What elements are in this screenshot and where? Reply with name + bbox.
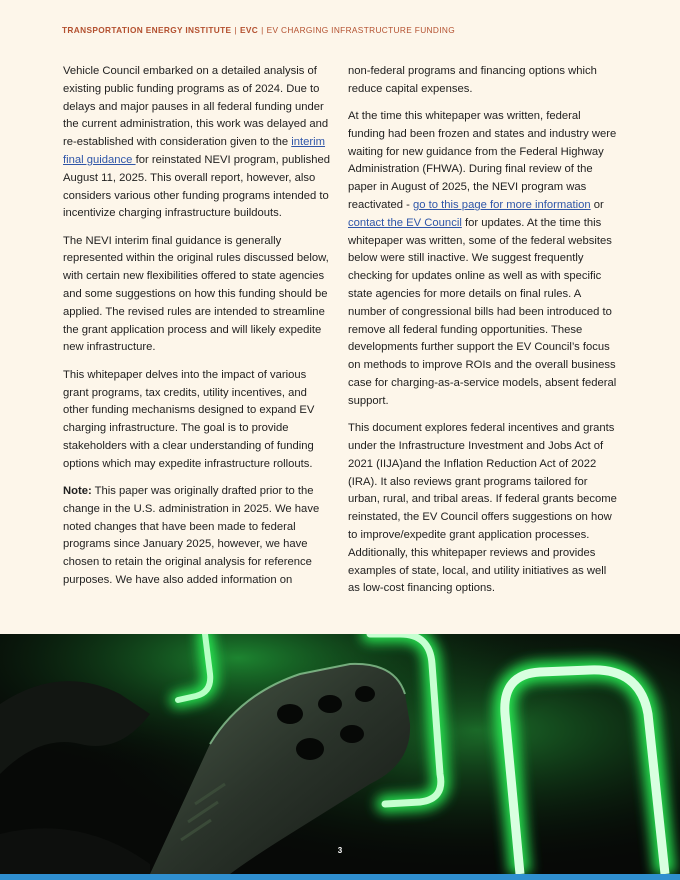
paragraph-document-overview: This document explores federal incentives and grants under the Infrastructure Investment and Jobs Act of 2021 (IIJA)and the Inflation Reduction Act of 2022 (IRA). It also reviews grant programs tailored for urban, rural, and tribal areas. If federal grants become reinstated, the EV Council offers suggestions on how to improve/expedite grant application processes. Additionally, this whitepaper reviews and provides examples of state, local, and utility initiatives as well as low-cost financing options.	[348, 422, 617, 595]
paragraph-note	[63, 483, 335, 590]
header-topic: EV CHARGING INFRASTRUCTURE FUNDING	[266, 25, 456, 35]
note-text: This paper was originally drafted prior to the change in the U.S. administration in 2025. We have noted changes that have been made to federal programs since January 2025, however, we have chosen to retain the original analysis for reference purposes. We have also added information on	[63, 485, 320, 587]
paragraph-intro	[63, 63, 335, 223]
paragraph-federal-status	[348, 108, 620, 411]
header-separator-2: |	[261, 25, 264, 35]
interim-guidance-link[interactable]: interim final guidance	[63, 136, 326, 166]
header-organization: TRANSPORTATION ENERGY INSTITUTE	[62, 25, 232, 35]
right-column	[348, 63, 620, 608]
note-label: Note:	[63, 485, 92, 498]
footer-color-bar	[0, 874, 680, 880]
header-separator: |	[234, 25, 237, 35]
federal-status-text: At the time this whitepaper was written, federal funding had been frozen and states and industry were waiting for new guidance from the Federal Highway Administration (FHWA). During final review of the paper in August of 2025, the NEVI program was reactivated -	[348, 110, 617, 212]
contact-ev-council-link[interactable]: contact the EV Council	[348, 216, 462, 229]
intro-text: Vehicle Council embarked on a detailed analysis of existing public funding programs as of 2024. Due to delays and major pauses in all federal funding under the current administration, this work was delayed and re-established with consideration given to the	[63, 65, 329, 149]
paragraph-whitepaper-scope: This whitepaper delves into the impact of various grant programs, tax credits, utility incentives, and other funding mechanisms designed to expand EV charging infrastructure. The goal is to provide stakeholders with a clear understanding of funding options which may expedite infrastructure rollouts.	[63, 368, 315, 470]
ev-charger-illustration	[0, 634, 680, 874]
paragraph-nevi-guidance: The NEVI interim final guidance is generally represented within the original rules discussed below, with certain new flexibilities offered to state agencies and some suggestions on how this funding should be applied. The revised rules are intended to streamline the grant application process and will likely expedite new infrastructure.	[63, 234, 329, 354]
federal-status-text-cont: for updates. At the time this whitepaper was written, some of the federal websites below were still inactive. We suggest frequently checking for updates online as well as with specific state agencies for more details on final rules. A number of congressional bills had been introduced to remove all federal funding opportunities. These developments further support the EV Council’s focus on methods to improve ROIs and the overall business case for charging-as-a-service models, absent federal support.	[348, 216, 617, 407]
left-column	[63, 63, 335, 599]
paragraph-nonfederal: non-federal programs and financing options which reduce capital expenses.	[348, 65, 597, 95]
more-information-link[interactable]: go to this page for more information	[413, 199, 591, 212]
intro-text-cont: for reinstated NEVI program, published August 11, 2025. This overall report, however, also considers various other funding programs intended to incentivize charging infrastructure buildouts.	[63, 153, 331, 220]
federal-status-or: or	[590, 199, 604, 212]
running-header	[62, 25, 455, 35]
page-number: 3	[337, 846, 343, 855]
header-brand: EVC	[239, 25, 259, 35]
ev-charger-photo	[0, 634, 680, 874]
